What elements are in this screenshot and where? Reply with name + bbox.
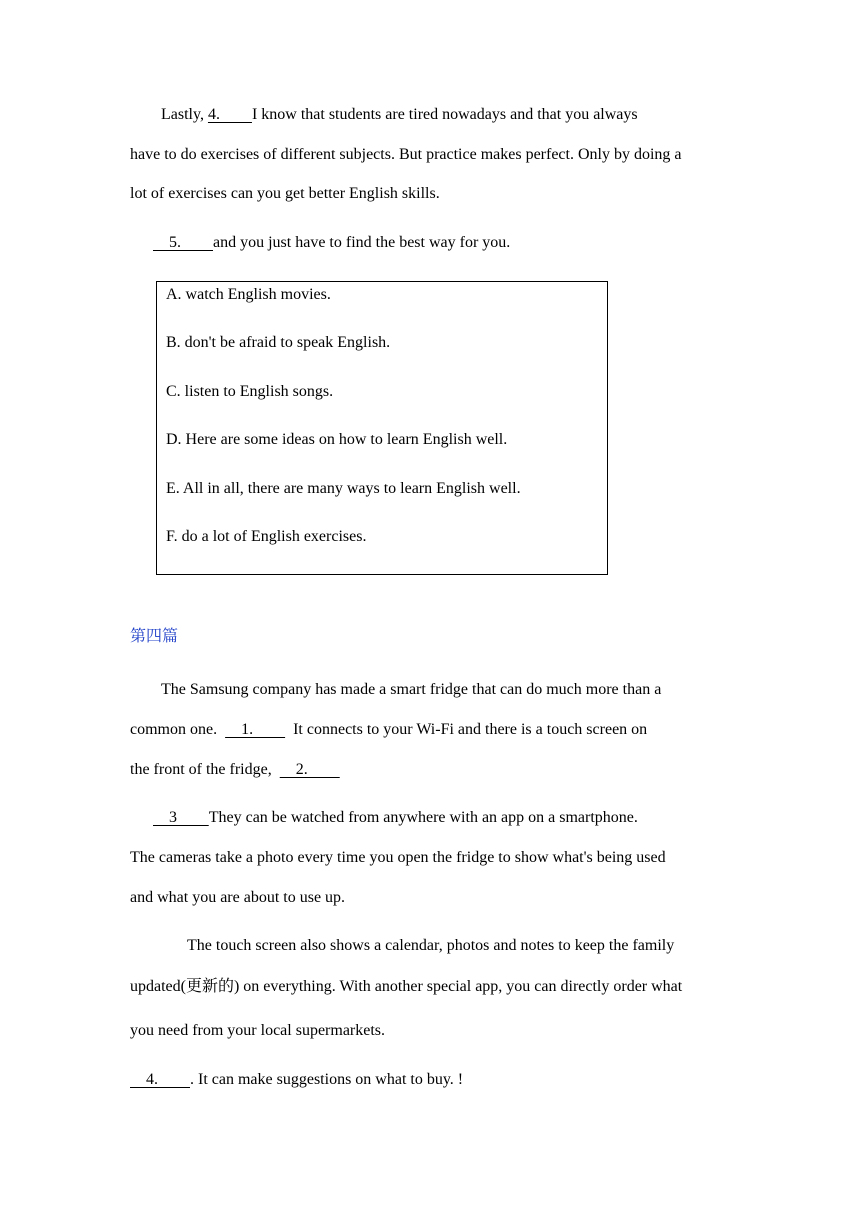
paragraph-line	[153, 808, 638, 828]
paragraph-line	[161, 105, 638, 125]
option-b: B. don't be afraid to speak English.	[166, 334, 391, 351]
paragraph-line	[130, 720, 647, 740]
text: . It can make suggestions on what to buy. !	[190, 1071, 464, 1088]
paragraph-line: lot of exercises can you get better English skills.	[130, 185, 440, 202]
option-a: A. watch English movies.	[166, 286, 331, 303]
paragraph-line	[153, 233, 510, 253]
paragraph-line: you need from your local supermarkets.	[130, 1022, 386, 1039]
text: the front of the fridge,	[130, 761, 280, 778]
paragraph-line: updated(更新的) on everything. With another special app, you can directly order what	[130, 978, 683, 995]
answer-blank-4: 4.	[207, 106, 252, 123]
paragraph-line	[130, 1070, 463, 1090]
answer-blank-2: 2.	[279, 761, 340, 778]
text: They can be watched from anywhere with an app on a smartphone.	[208, 809, 638, 826]
paragraph-line	[130, 760, 340, 780]
option-e: E. All in all, there are many ways to learn English well.	[166, 480, 521, 497]
paragraph-line: The touch screen also shows a calendar, photos and notes to keep the family	[187, 937, 675, 954]
option-f: F. do a lot of English exercises.	[166, 528, 367, 545]
paragraph-line: The Samsung company has made a smart fridge that can do much more than a	[161, 681, 662, 698]
paragraph-line: have to do exercises of different subjects. But practice makes perfect. Only by doing a	[130, 146, 682, 163]
answer-blank-4b: 4.	[130, 1071, 190, 1088]
text: and you just have to find the best way for you.	[213, 234, 511, 251]
option-c: C. listen to English songs.	[166, 383, 334, 400]
options-box	[156, 281, 608, 575]
paragraph-line: and what you are about to use up.	[130, 889, 346, 906]
section-heading: 第四篇	[130, 628, 179, 645]
text: Lastly,	[161, 106, 208, 123]
option-d: D. Here are some ideas on how to learn English well.	[166, 431, 508, 448]
paragraph-line: The cameras take a photo every time you open the fridge to show what's being used	[130, 849, 666, 866]
text: I know that students are tired nowadays and that you always	[251, 106, 638, 123]
answer-blank-3: 3	[153, 809, 209, 826]
text: It connects to your Wi-Fi and there is a touch screen on	[285, 721, 648, 738]
answer-blank-1: 1.	[225, 721, 286, 738]
answer-blank-5: 5.	[153, 234, 213, 251]
text: common one.	[130, 721, 226, 738]
